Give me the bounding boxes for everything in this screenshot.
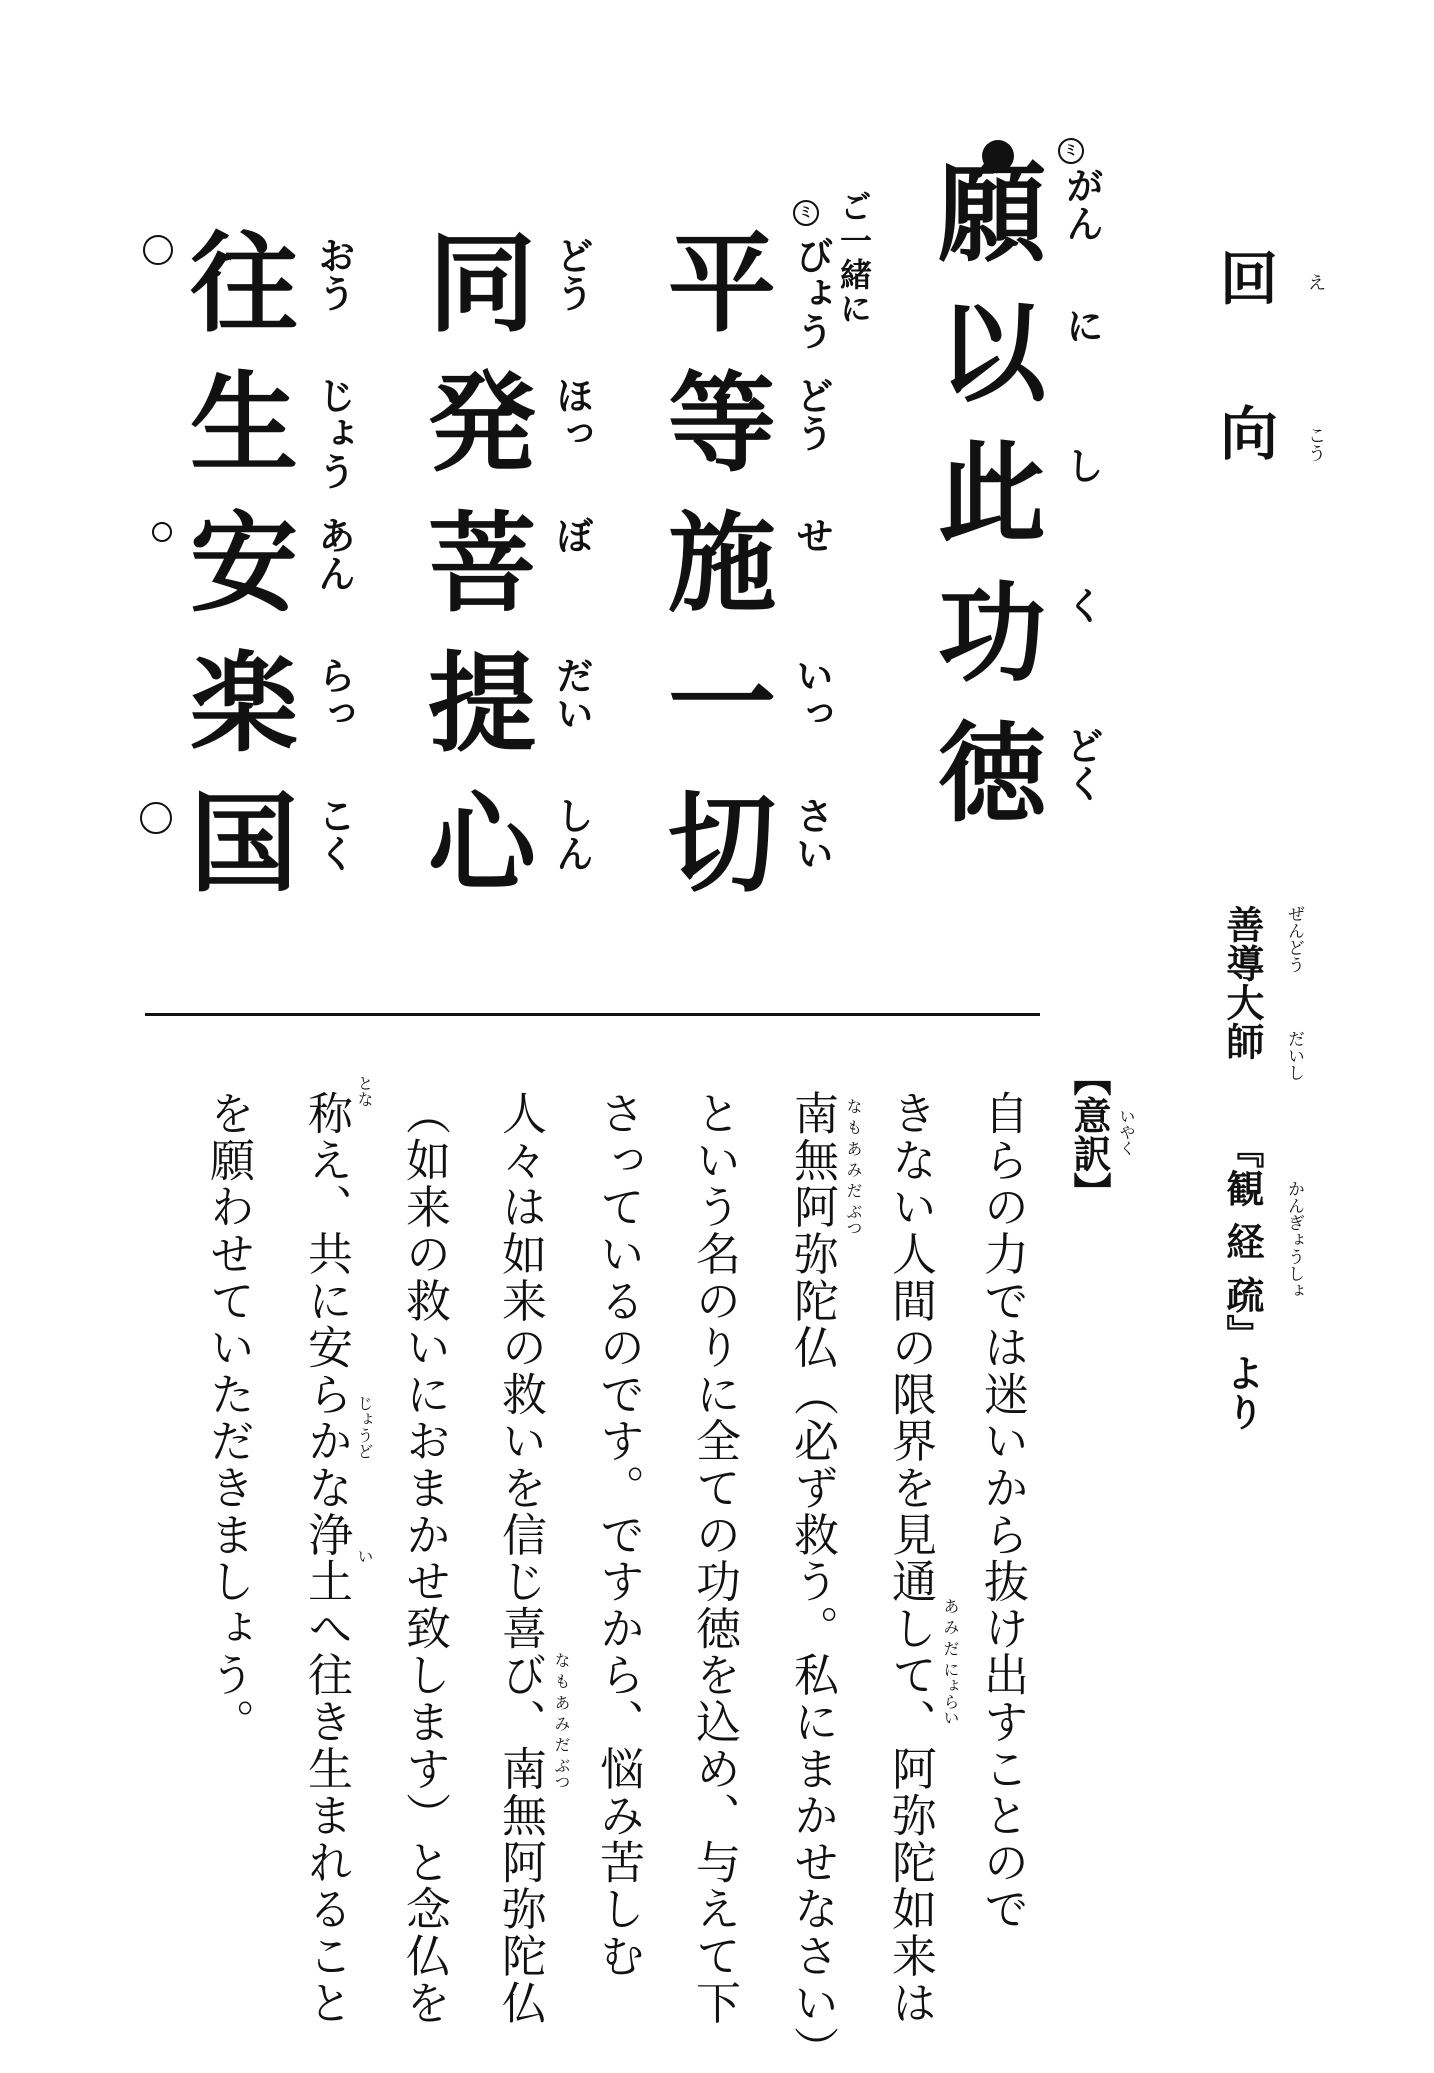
- open-circle-marker-1: [143, 235, 173, 265]
- title-char-1: 回: [1220, 245, 1279, 313]
- source-author-ruby-2: だいし: [1284, 1030, 1304, 1081]
- translation-line-3: 南無阿弥陀仏（必ず救う。私にまかせなさい）: [786, 1090, 839, 2073]
- verse-reading: せ: [789, 516, 835, 554]
- verse-reading: し: [1059, 446, 1105, 484]
- verse-cell: [668, 221, 848, 370]
- verse-char: 安: [190, 501, 299, 627]
- verse-char: 提: [428, 641, 537, 767]
- verse-reading: しん: [549, 796, 595, 872]
- verse-char: 施: [668, 501, 777, 627]
- together-note: ご一緒に: [835, 190, 873, 326]
- verse-char: 楽: [190, 641, 299, 767]
- verse-reading: じょう: [311, 376, 357, 490]
- verse-char: 発: [428, 361, 537, 487]
- verse-char: 心: [428, 781, 537, 907]
- translation-line-9: を願わせていただきましょう。: [202, 1090, 255, 1746]
- verse-cell: [190, 641, 370, 790]
- translation-label-ruby: いやく: [1117, 1108, 1136, 1156]
- verse-reading: さい: [789, 796, 835, 872]
- verse-char: 等: [668, 361, 777, 487]
- translation-line-5: さっているのです。ですから、悩み苦しむ: [592, 1090, 645, 1980]
- verse-cell: [938, 571, 1118, 720]
- verse-reading: いっ: [789, 656, 835, 732]
- translation-line-6: 人々は如来の救いを信じ喜び、南無阿弥陀仏: [494, 1090, 547, 2026]
- open-circle-marker-2: [152, 522, 172, 542]
- verse-char: 此: [938, 431, 1047, 557]
- verse-cell: [668, 641, 848, 790]
- verse-reading: らっ: [311, 656, 357, 732]
- verse-reading: びょう: [789, 236, 835, 350]
- verse-cell: [190, 361, 370, 510]
- verse-char: 生: [190, 361, 299, 487]
- verse-reading: ほっ: [549, 376, 595, 452]
- mi-mark-col2: ミ: [793, 200, 819, 226]
- translation-line-8: 称え、共に安らかな浄土へ往き生まれること: [300, 1090, 353, 2026]
- ruby-tonae: とな: [355, 1075, 374, 1107]
- verse-cell: [428, 221, 608, 370]
- verse-reading: おう: [311, 236, 357, 312]
- title-char-2: 向: [1220, 400, 1279, 468]
- translation-line-2: きない人間の限界を見通して、阿弥陀如来は: [884, 1090, 937, 2026]
- page-title: [1220, 245, 1340, 510]
- source-work-ruby: かんぎょうしょ: [1284, 1180, 1304, 1299]
- ruby-namuamidabutsu-2: な も あ み だ ぶつ: [552, 1652, 571, 1790]
- verse-cell: [428, 781, 608, 930]
- verse-reading: だい: [549, 656, 595, 732]
- open-circle-marker-3: [140, 802, 172, 834]
- verse-char: 国: [190, 781, 299, 907]
- verse-reading: どく: [1059, 726, 1105, 802]
- verse-char: 平: [668, 221, 777, 347]
- ruby-namuamidabutsu-1: な も あ み だ ぶつ: [844, 1098, 863, 1236]
- title-ruby-2: こう: [1308, 426, 1326, 465]
- verse-reading: く: [1059, 586, 1105, 624]
- verse-reading: あん: [311, 516, 357, 592]
- verse-char: 以: [938, 291, 1047, 417]
- source-work: 『観 経 疏』より: [1219, 1130, 1265, 1432]
- ruby-amida-nyorai: あ み だ にょらい: [941, 1598, 960, 1726]
- verse-cell: [428, 501, 608, 650]
- verse-char: 功: [938, 571, 1047, 697]
- verse-cell: [428, 361, 608, 510]
- verse-cell: [668, 501, 848, 650]
- verse-cell: [938, 431, 1118, 580]
- verse-cell: [190, 221, 370, 370]
- verse-cell: [428, 641, 608, 790]
- verse-cell: [938, 291, 1118, 440]
- source-author-ruby-1: ぜんどう: [1284, 905, 1304, 973]
- verse-char: 徳: [938, 711, 1047, 837]
- translation-line-1: 自らの力では迷いから抜け出すことので: [976, 1090, 1029, 1933]
- title-ruby-1: え: [1308, 273, 1326, 294]
- verse-cell: [190, 781, 370, 930]
- verse-reading: どう: [789, 376, 835, 452]
- ruby-joudo: じょうど: [355, 1395, 374, 1459]
- translation-line-7: （如来の救いにおまかせ致します）と念仏を: [398, 1090, 451, 2026]
- verse-reading: に: [1059, 306, 1105, 344]
- verse-cell: [668, 781, 848, 930]
- verse-reading: ぼ: [549, 516, 595, 554]
- verse-cell: [668, 361, 848, 510]
- verse-reading: どう: [549, 236, 595, 312]
- verse-reading: がん: [1059, 166, 1105, 242]
- source-author: 善導大師: [1219, 905, 1265, 1061]
- verse-char: 切: [668, 781, 777, 907]
- verse-char: 菩: [428, 501, 537, 627]
- verse-char: 一: [668, 641, 777, 767]
- verse-char: 同: [428, 221, 537, 347]
- verse-cell: [938, 711, 1118, 860]
- translation-line-4: という名のりに全ての功徳を込め、与えて下: [688, 1090, 741, 2026]
- ruby-i: い: [355, 1548, 374, 1564]
- mi-mark-col1: ミ: [1058, 138, 1084, 164]
- verse-cell: [190, 501, 370, 650]
- verse-reading: こく: [311, 796, 357, 872]
- verse-char: 願: [938, 151, 1047, 277]
- section-divider: [145, 1013, 1040, 1016]
- translation-label: 【意訳】: [1067, 1058, 1112, 1210]
- verse-char: 往: [190, 221, 299, 347]
- verse-cell: [938, 151, 1118, 300]
